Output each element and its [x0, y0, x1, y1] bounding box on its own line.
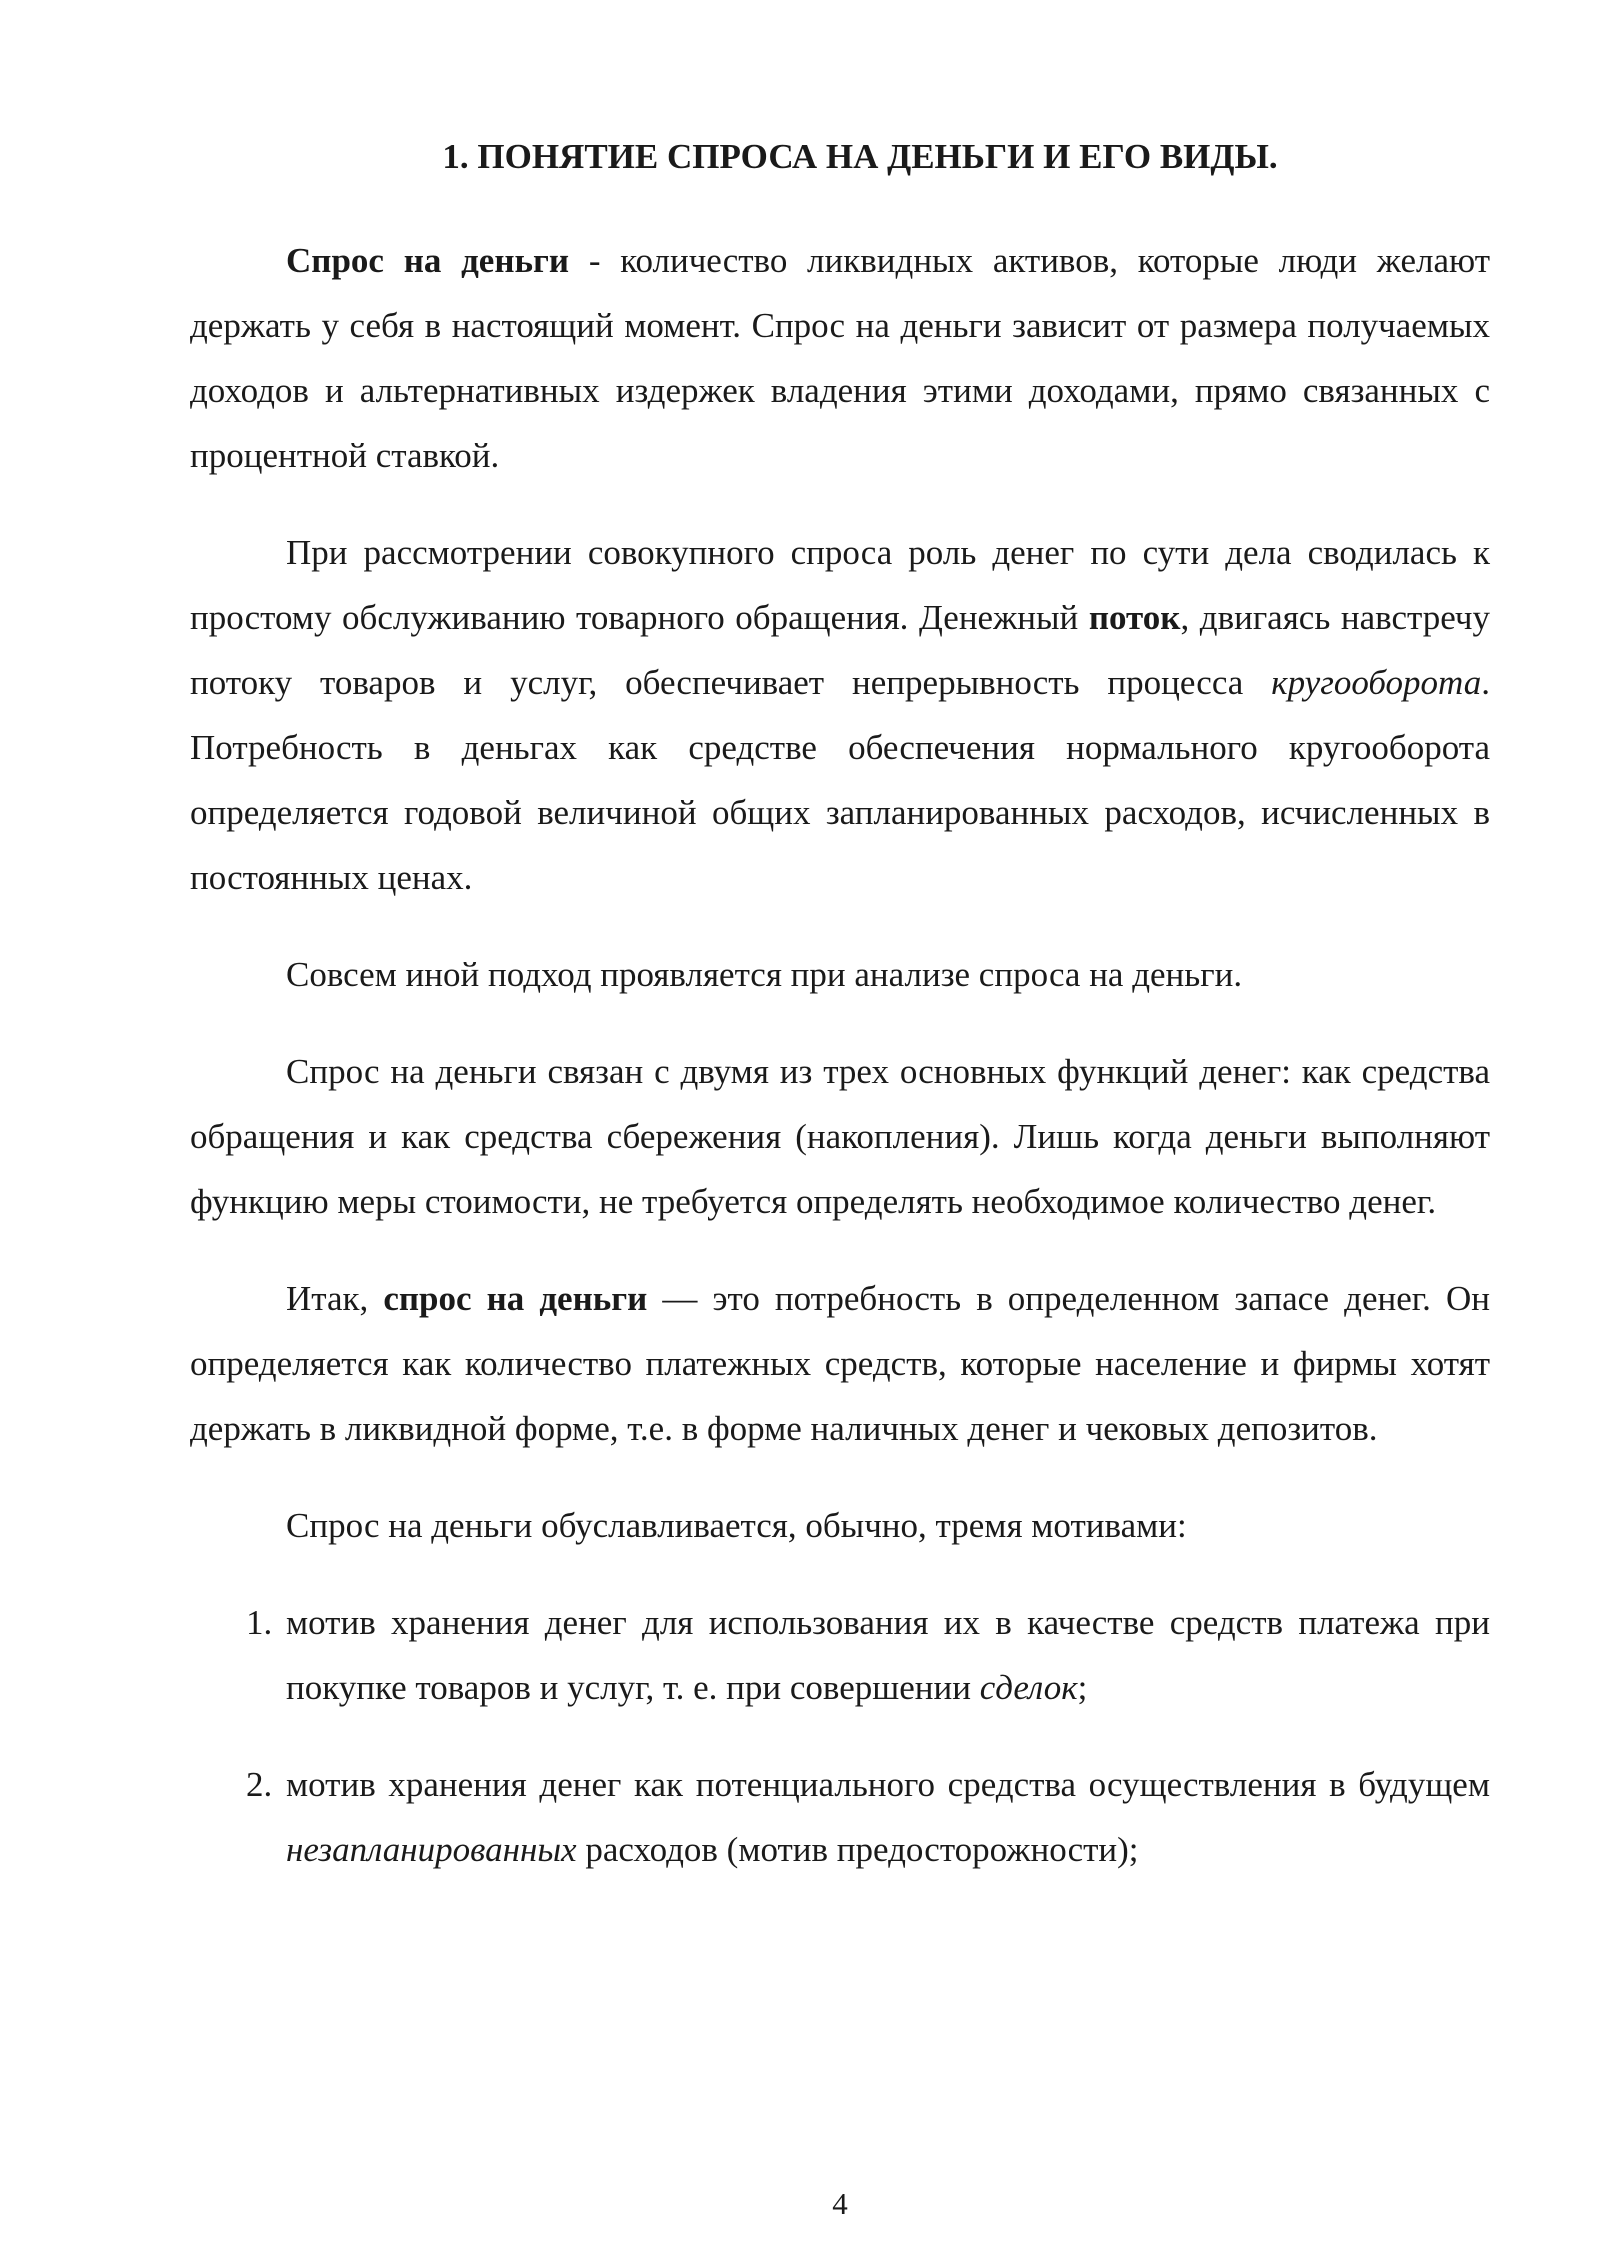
term-money-demand: спрос на деньги: [383, 1279, 648, 1318]
list-item-text: мотив хранения денег для использования их в качестве средств платежа при покупке товаров и услуг, т. е. при совершении: [286, 1603, 1490, 1707]
list-item-tail: расходов (мотив предосторожности);: [576, 1830, 1139, 1869]
paragraph-money-demand-definition: [190, 228, 1490, 488]
list-item-number: 1.: [246, 1603, 273, 1642]
paragraph-summary-definition: [190, 1266, 1490, 1461]
paragraph-motives-intro: Спрос на деньги обуславливается, обычно, тремя мотивами:: [286, 1506, 1187, 1545]
page-number: 4: [832, 2186, 848, 2221]
list-item: [190, 1752, 1490, 1882]
list-item-text: мотив хранения денег как потенциального средства осуществления в будущем: [286, 1765, 1490, 1804]
section-heading: 1. ПОНЯТИЕ СПРОСА НА ДЕНЬГИ И ЕГО ВИДЫ.: [442, 137, 1278, 176]
paragraph-other-approach: Совсем иной подход проявляется при анализе спроса на деньги.: [286, 955, 1243, 994]
list-item-emphasis: незапланированных: [286, 1830, 577, 1869]
term-flow: поток: [1088, 598, 1181, 637]
page-content: [190, 136, 1490, 1914]
list-item: [190, 1590, 1490, 1720]
paragraph-text: Итак,: [286, 1279, 384, 1318]
paragraph-text: — это потребность в определенном запасе денег. Он определяется как количество платежных средств, которые население и фирмы хотят держать в ликвидной форме, т.е. в форме наличных денег и чековых депозитов.: [190, 1279, 1490, 1448]
list-item-tail: ;: [1077, 1668, 1088, 1707]
paragraph-text: При рассмотрении совокупного спроса роль денег по сути дела сводилась к простому обслуживанию товарного обращения. Денежный: [190, 533, 1490, 637]
paragraph-text: . Потребность в деньгах как средстве обеспечения нормального кругооборота определяется годовой величиной общих запланированных расходов, исчисленных в постоянных ценах.: [190, 663, 1490, 897]
paragraph-aggregate-demand: [190, 520, 1490, 910]
list-item-emphasis: сделок: [979, 1668, 1078, 1707]
paragraph-text: - количество ликвидных активов, которые люди желают держать у себя в настоящий момент. Спрос на деньги зависит от размера получаемых доходов и альтернативных издержек владения этими доходами, прямо связанных с процентной ставкой.: [190, 241, 1490, 475]
paragraph-money-functions: Спрос на деньги связан с двумя из трех основных функций денег: как средства обращения и как средства сбережения (накопления). Лишь когда деньги выполняют функцию меры стоимости, не требуется определять необходимое количество денег.: [190, 1052, 1490, 1221]
paragraph-text: , двигаясь навстречу потоку товаров и услуг, обеспечивает непрерывность процесса: [190, 598, 1490, 702]
list-item-number: 2.: [246, 1765, 273, 1804]
motives-list: [190, 1590, 1490, 1882]
term-money-demand: Спрос на деньги: [286, 241, 570, 280]
term-circulation: кругооборота: [1271, 663, 1482, 702]
